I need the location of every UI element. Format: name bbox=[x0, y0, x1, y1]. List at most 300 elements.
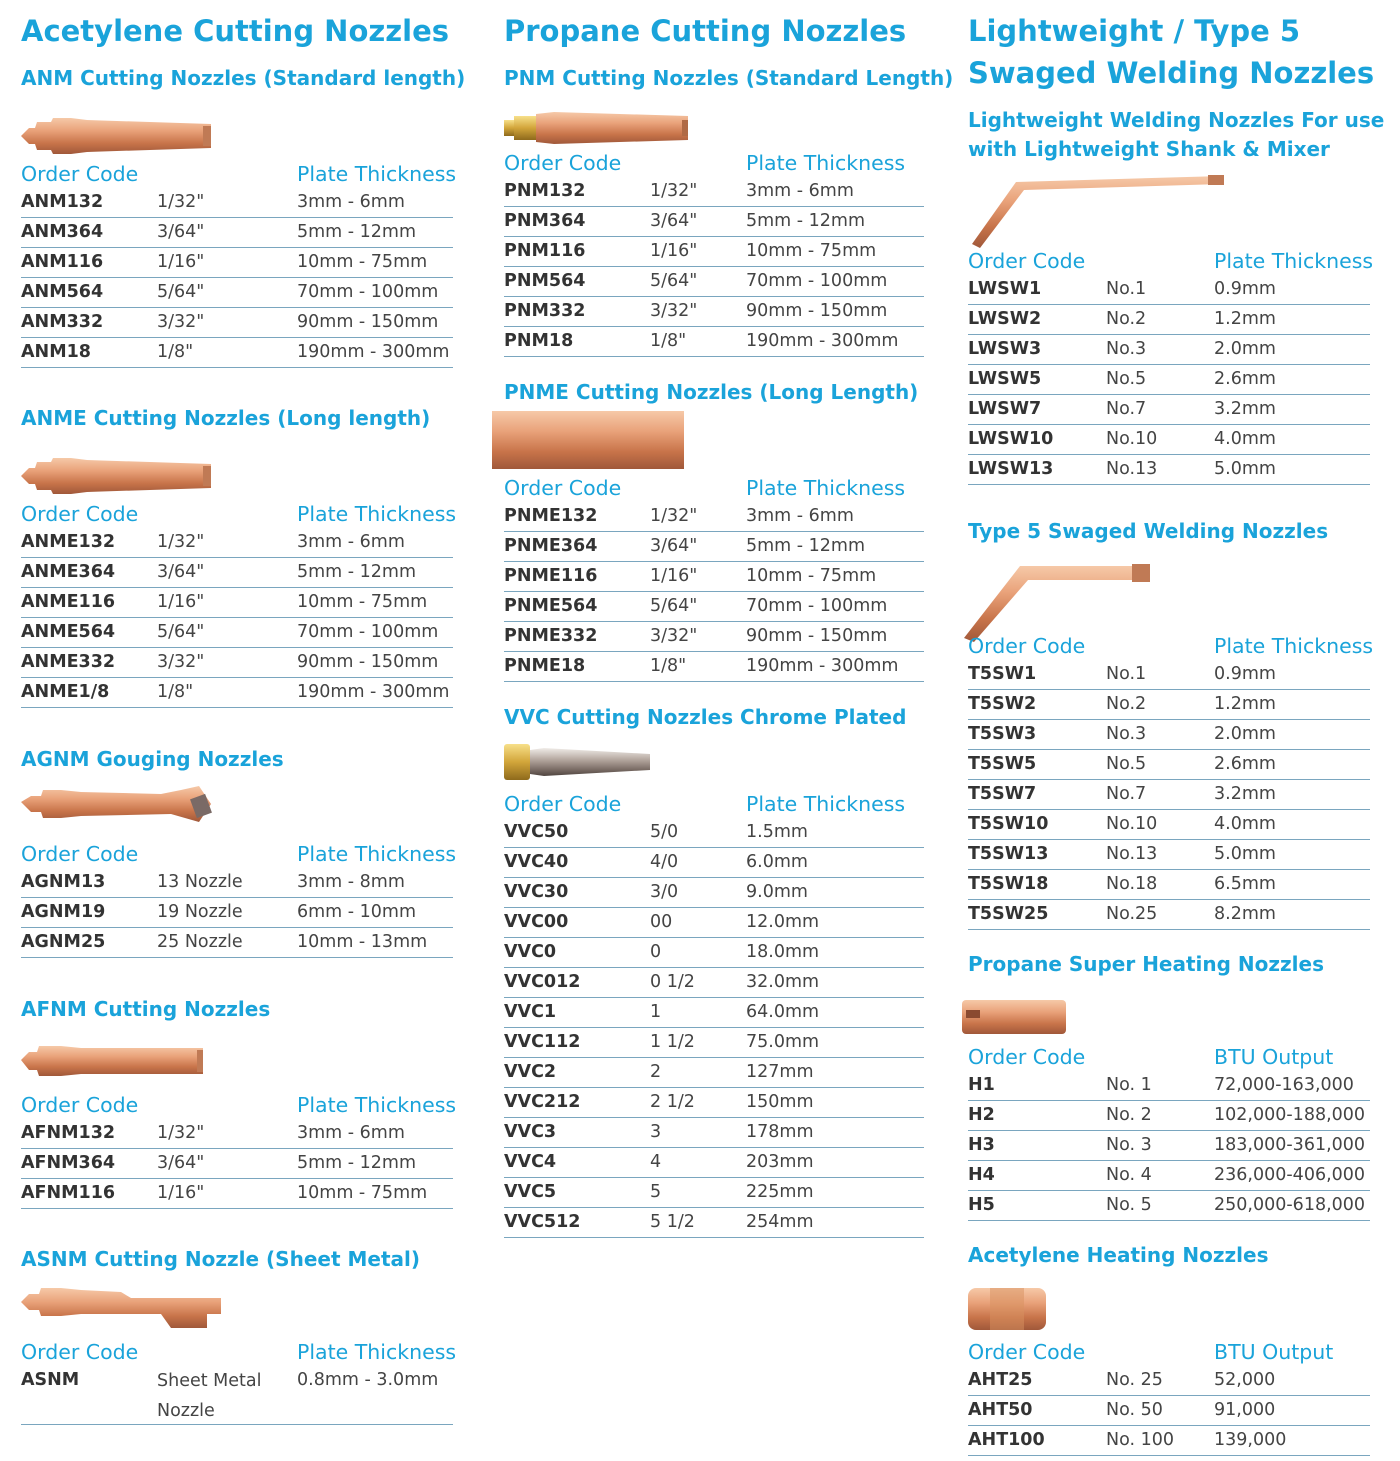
size-cell: No.18 bbox=[1106, 874, 1158, 894]
h-table bbox=[968, 1041, 1370, 1221]
table-row bbox=[504, 908, 924, 938]
size-cell: 3 bbox=[650, 1122, 662, 1142]
header-plate-thickness: Plate Thickness bbox=[297, 842, 457, 866]
table-row bbox=[21, 618, 453, 648]
column-title: Propane Cutting Nozzles bbox=[504, 14, 907, 48]
order-code-cell: VVC00 bbox=[504, 912, 569, 932]
size-cell: 5/64" bbox=[157, 622, 205, 642]
order-code-cell: AGNM25 bbox=[21, 932, 106, 952]
value-cell: 10mm - 75mm bbox=[297, 592, 428, 612]
value-cell: 3.2mm bbox=[1214, 784, 1276, 804]
order-code-cell: AHT100 bbox=[968, 1430, 1045, 1450]
order-code-cell: VVC5 bbox=[504, 1182, 557, 1202]
value-cell: 70mm - 100mm bbox=[297, 622, 439, 642]
value-cell: 10mm - 75mm bbox=[297, 1183, 428, 1203]
value-cell: 3mm - 6mm bbox=[297, 192, 405, 212]
value-cell: 6.5mm bbox=[1214, 874, 1276, 894]
order-code-cell: LWSW3 bbox=[968, 339, 1042, 359]
value-cell: 5mm - 12mm bbox=[297, 1153, 417, 1173]
value-cell: 52,000 bbox=[1214, 1370, 1276, 1390]
table-row bbox=[968, 780, 1370, 810]
header-btu-output: BTU Output bbox=[1214, 1340, 1334, 1364]
value-cell: 139,000 bbox=[1214, 1430, 1287, 1450]
value-cell: 236,000-406,000 bbox=[1214, 1165, 1366, 1185]
value-cell: 102,000-188,000 bbox=[1214, 1105, 1366, 1125]
size-cell: 3/64" bbox=[157, 222, 205, 242]
value-cell: 5mm - 12mm bbox=[746, 211, 866, 231]
table-header bbox=[504, 147, 924, 177]
value-cell: 250,000-618,000 bbox=[1214, 1195, 1366, 1215]
order-code-cell: LWSW13 bbox=[968, 459, 1054, 479]
table-row bbox=[968, 690, 1370, 720]
value-cell: 8.2mm bbox=[1214, 904, 1276, 924]
value-cell: 70mm - 100mm bbox=[746, 271, 888, 291]
table-header bbox=[968, 245, 1374, 275]
value-cell: 183,000-361,000 bbox=[1214, 1135, 1366, 1155]
size-cell: 1/16" bbox=[157, 252, 205, 272]
section-title-t5sw: Type 5 Swaged Welding Nozzles bbox=[968, 519, 1329, 543]
header-order-code: Order Code bbox=[21, 1340, 139, 1364]
header-order-code: Order Code bbox=[21, 162, 139, 186]
order-code-cell: ANM116 bbox=[21, 252, 104, 272]
size-cell: 1/16" bbox=[650, 566, 698, 586]
size-cell: No.3 bbox=[1106, 339, 1147, 359]
table-row bbox=[21, 278, 453, 308]
size-cell: 3/64" bbox=[157, 562, 205, 582]
table-row bbox=[504, 1088, 924, 1118]
anme-nozzle-image bbox=[21, 452, 221, 498]
table-row bbox=[504, 622, 924, 652]
value-cell: 90mm - 150mm bbox=[746, 301, 888, 321]
order-code-cell: VVC512 bbox=[504, 1212, 581, 1232]
header-order-code: Order Code bbox=[504, 151, 622, 175]
table-row bbox=[504, 177, 924, 207]
table-row bbox=[21, 648, 453, 678]
table-row bbox=[21, 338, 453, 368]
table-row bbox=[968, 1426, 1370, 1456]
size-cell: 5 1/2 bbox=[650, 1212, 695, 1232]
header-order-code: Order Code bbox=[21, 1093, 139, 1117]
order-code-cell: T5SW25 bbox=[968, 904, 1049, 924]
anme-table bbox=[21, 498, 457, 708]
value-cell: 190mm - 300mm bbox=[746, 656, 899, 676]
order-code-cell: H5 bbox=[968, 1195, 995, 1215]
value-cell: 32.0mm bbox=[746, 972, 820, 992]
size-cell: 2 1/2 bbox=[650, 1092, 695, 1112]
order-code-cell: ASNM bbox=[21, 1370, 80, 1390]
h-nozzle-image bbox=[962, 996, 1072, 1036]
table-row bbox=[504, 1058, 924, 1088]
table-row bbox=[968, 1161, 1370, 1191]
header-plate-thickness: Plate Thickness bbox=[297, 162, 457, 186]
value-cell: 75.0mm bbox=[746, 1032, 820, 1052]
order-code-cell: ANM564 bbox=[21, 282, 104, 302]
value-cell: 0.9mm bbox=[1214, 664, 1276, 684]
table-header bbox=[21, 1336, 457, 1366]
size-cell: No.3 bbox=[1106, 724, 1147, 744]
size-cell: 1/8" bbox=[157, 342, 194, 362]
size-cell: No.10 bbox=[1106, 814, 1158, 834]
value-cell: 190mm - 300mm bbox=[297, 682, 450, 702]
header-order-code: Order Code bbox=[21, 842, 139, 866]
section-title-vvc: VVC Cutting Nozzles Chrome Plated bbox=[504, 705, 907, 729]
size-cell: No. 25 bbox=[1106, 1370, 1163, 1390]
value-cell: 127mm bbox=[746, 1062, 814, 1082]
size-cell: No.25 bbox=[1106, 904, 1158, 924]
size-cell: 19 Nozzle bbox=[157, 902, 243, 922]
header-order-code: Order Code bbox=[968, 634, 1086, 658]
table-header bbox=[968, 1336, 1370, 1366]
table-row bbox=[968, 305, 1370, 335]
size-cell: No.7 bbox=[1106, 784, 1147, 804]
value-cell: 1.2mm bbox=[1214, 309, 1276, 329]
table-row bbox=[504, 998, 924, 1028]
table-row bbox=[504, 1208, 924, 1238]
value-cell: 6mm - 10mm bbox=[297, 902, 417, 922]
order-code-cell: AGNM13 bbox=[21, 872, 106, 892]
size-cell: 1 1/2 bbox=[650, 1032, 695, 1052]
size-cell: No. 2 bbox=[1106, 1105, 1152, 1125]
table-row bbox=[504, 938, 924, 968]
order-code-cell: VVC112 bbox=[504, 1032, 581, 1052]
header-plate-thickness: Plate Thickness bbox=[297, 502, 457, 526]
order-code-cell: PNM332 bbox=[504, 301, 586, 321]
order-code-cell: H2 bbox=[968, 1105, 995, 1125]
order-code-cell: PNME564 bbox=[504, 596, 598, 616]
size-cell: No.13 bbox=[1106, 459, 1158, 479]
size-cell: 4 bbox=[650, 1152, 662, 1172]
order-code-cell: ANM364 bbox=[21, 222, 104, 242]
order-code-cell: VVC212 bbox=[504, 1092, 581, 1112]
table-row bbox=[504, 237, 924, 267]
lwsw-table bbox=[968, 245, 1374, 485]
pnme-table bbox=[504, 472, 924, 682]
size-cell: 2 bbox=[650, 1062, 662, 1082]
table-row bbox=[968, 425, 1370, 455]
order-code-cell: PNME132 bbox=[504, 506, 598, 526]
size-cell: 1/8" bbox=[650, 656, 687, 676]
table-row bbox=[968, 365, 1370, 395]
t5sw-table bbox=[968, 630, 1374, 930]
table-row bbox=[968, 870, 1370, 900]
size-cell: 4/0 bbox=[650, 852, 679, 872]
order-code-cell: T5SW5 bbox=[968, 754, 1037, 774]
table-row bbox=[21, 898, 453, 928]
section-title-h: Propane Super Heating Nozzles bbox=[968, 952, 1325, 976]
header-order-code: Order Code bbox=[504, 476, 622, 500]
header-order-code: Order Code bbox=[968, 1340, 1086, 1364]
value-cell: 91,000 bbox=[1214, 1400, 1276, 1420]
table-row bbox=[504, 327, 924, 357]
order-code-cell: T5SW18 bbox=[968, 874, 1049, 894]
value-cell: 150mm bbox=[746, 1092, 814, 1112]
size-cell: No. 1 bbox=[1106, 1075, 1152, 1095]
value-cell: 5.0mm bbox=[1214, 459, 1276, 479]
table-row bbox=[968, 660, 1370, 690]
header-plate-thickness: Plate Thickness bbox=[297, 1093, 457, 1117]
value-cell: 64.0mm bbox=[746, 1002, 820, 1022]
table-row bbox=[504, 848, 924, 878]
table-row bbox=[21, 1366, 453, 1425]
order-code-cell: ANME564 bbox=[21, 622, 116, 642]
size-cell: 1 bbox=[650, 1002, 662, 1022]
section-title-pnme: PNME Cutting Nozzles (Long Length) bbox=[504, 380, 919, 404]
size-cell: 1/32" bbox=[157, 1123, 205, 1143]
order-code-cell: AFNM132 bbox=[21, 1123, 116, 1143]
size-cell: 1/16" bbox=[157, 1183, 205, 1203]
order-code-cell: PNM116 bbox=[504, 241, 586, 261]
table-row bbox=[504, 502, 924, 532]
value-cell: 9.0mm bbox=[746, 882, 808, 902]
section-title-asnm: ASNM Cutting Nozzle (Sheet Metal) bbox=[21, 1247, 420, 1271]
size-cell: No. 5 bbox=[1106, 1195, 1152, 1215]
value-cell: 12.0mm bbox=[746, 912, 820, 932]
value-cell: 18.0mm bbox=[746, 942, 820, 962]
order-code-cell: VVC30 bbox=[504, 882, 569, 902]
value-cell: 72,000-163,000 bbox=[1214, 1075, 1354, 1095]
value-cell: 10mm - 75mm bbox=[746, 241, 877, 261]
value-cell: 2.6mm bbox=[1214, 754, 1276, 774]
value-cell: 178mm bbox=[746, 1122, 814, 1142]
table-row bbox=[504, 267, 924, 297]
order-code-cell: AGNM19 bbox=[21, 902, 106, 922]
value-cell: 0.9mm bbox=[1214, 279, 1276, 299]
order-code-cell: VVC3 bbox=[504, 1122, 557, 1142]
value-cell: 1.2mm bbox=[1214, 694, 1276, 714]
table-row bbox=[968, 1396, 1370, 1426]
table-row bbox=[504, 562, 924, 592]
table-row bbox=[21, 1179, 453, 1209]
header-plate-thickness: Plate Thickness bbox=[746, 792, 906, 816]
table-header bbox=[21, 838, 457, 868]
value-cell: 10mm - 13mm bbox=[297, 932, 428, 952]
value-cell: 90mm - 150mm bbox=[746, 626, 888, 646]
order-code-cell: PNM132 bbox=[504, 181, 586, 201]
size-cell: 5 bbox=[650, 1182, 662, 1202]
table-row bbox=[968, 395, 1370, 425]
value-cell: 6.0mm bbox=[746, 852, 808, 872]
size-cell: 3/0 bbox=[650, 882, 679, 902]
size-cell: No.2 bbox=[1106, 694, 1147, 714]
table-row bbox=[504, 592, 924, 622]
order-code-cell: T5SW7 bbox=[968, 784, 1037, 804]
order-code-cell: PNME116 bbox=[504, 566, 598, 586]
table-row bbox=[21, 588, 453, 618]
value-cell: 3mm - 8mm bbox=[297, 872, 405, 892]
value-cell: 2.0mm bbox=[1214, 724, 1276, 744]
agnm-table bbox=[21, 838, 457, 958]
value-cell: 2.6mm bbox=[1214, 369, 1276, 389]
header-plate-thickness: Plate Thickness bbox=[1214, 249, 1374, 273]
size-cell: 3/64" bbox=[650, 536, 698, 556]
afnm-table bbox=[21, 1089, 457, 1209]
table-row bbox=[21, 868, 453, 898]
value-cell: 90mm - 150mm bbox=[297, 312, 439, 332]
value-cell: 5mm - 12mm bbox=[746, 536, 866, 556]
size-cell: 5/64" bbox=[650, 596, 698, 616]
value-cell: 5mm - 12mm bbox=[297, 562, 417, 582]
value-cell: 190mm - 300mm bbox=[746, 331, 899, 351]
table-row bbox=[968, 810, 1370, 840]
order-code-cell: VVC0 bbox=[504, 942, 557, 962]
order-code-cell: T5SW3 bbox=[968, 724, 1037, 744]
size-cell: 13 Nozzle bbox=[157, 872, 243, 892]
order-code-cell: ANME1/8 bbox=[21, 682, 110, 702]
vvc-nozzle-image bbox=[504, 740, 654, 784]
size-cell: 0 bbox=[650, 942, 662, 962]
section-title-afnm: AFNM Cutting Nozzles bbox=[21, 997, 271, 1021]
table-row bbox=[504, 818, 924, 848]
size-cell: 1/32" bbox=[650, 506, 698, 526]
order-code-cell: ANME332 bbox=[21, 652, 116, 672]
size-cell: 3/32" bbox=[650, 301, 698, 321]
section-title-anme: ANME Cutting Nozzles (Long length) bbox=[21, 406, 431, 430]
table-row bbox=[968, 1366, 1370, 1396]
value-cell: 225mm bbox=[746, 1182, 814, 1202]
size-cell: No.5 bbox=[1106, 369, 1147, 389]
pnme-nozzle-image bbox=[492, 411, 684, 469]
value-cell: 1.5mm bbox=[746, 822, 808, 842]
size-cell: 1/16" bbox=[650, 241, 698, 261]
size-cell: No.5 bbox=[1106, 754, 1147, 774]
order-code-cell: PNM364 bbox=[504, 211, 586, 231]
agnm-nozzle-image bbox=[21, 782, 221, 834]
header-btu-output: BTU Output bbox=[1214, 1045, 1334, 1069]
table-row bbox=[968, 1131, 1370, 1161]
size-cell: 1/32" bbox=[157, 532, 205, 552]
value-cell: 3mm - 6mm bbox=[297, 532, 405, 552]
header-plate-thickness: Plate Thickness bbox=[297, 1340, 457, 1364]
anm-nozzle-image bbox=[21, 112, 221, 158]
asnm-table bbox=[21, 1336, 457, 1425]
value-cell: 3mm - 6mm bbox=[746, 181, 854, 201]
table-row bbox=[968, 840, 1370, 870]
size-cell: No. 3 bbox=[1106, 1135, 1152, 1155]
value-cell: 70mm - 100mm bbox=[297, 282, 439, 302]
order-code-cell: AFNM116 bbox=[21, 1183, 116, 1203]
table-row bbox=[968, 1071, 1370, 1101]
value-cell: 5.0mm bbox=[1214, 844, 1276, 864]
value-cell: 70mm - 100mm bbox=[746, 596, 888, 616]
order-code-cell: VVC1 bbox=[504, 1002, 557, 1022]
table-row bbox=[968, 335, 1370, 365]
order-code-cell: LWSW5 bbox=[968, 369, 1042, 389]
value-cell: 4.0mm bbox=[1214, 429, 1276, 449]
size-cell: 00 bbox=[650, 912, 673, 932]
table-row bbox=[21, 558, 453, 588]
size-cell: 3/64" bbox=[157, 1153, 205, 1173]
size-cell: No.13 bbox=[1106, 844, 1158, 864]
order-code-cell: LWSW7 bbox=[968, 399, 1042, 419]
size-cell: 3/32" bbox=[157, 312, 205, 332]
lwsw-nozzle-image bbox=[968, 172, 1228, 248]
size-cell: 3/32" bbox=[157, 652, 205, 672]
size-cell: 0 1/2 bbox=[650, 972, 695, 992]
table-row bbox=[21, 528, 453, 558]
section-title-lwsw-line2: with Lightweight Shank & Mixer bbox=[968, 137, 1330, 161]
size-cell: 1/16" bbox=[157, 592, 205, 612]
value-cell: 90mm - 150mm bbox=[297, 652, 439, 672]
section-title-agnm: AGNM Gouging Nozzles bbox=[21, 747, 284, 771]
pnm-nozzle-image bbox=[504, 108, 694, 148]
section-title-anm: ANM Cutting Nozzles (Standard length) bbox=[21, 66, 466, 90]
order-code-cell: VVC2 bbox=[504, 1062, 557, 1082]
table-row bbox=[21, 308, 453, 338]
anm-table bbox=[21, 158, 457, 368]
table-row bbox=[21, 218, 453, 248]
order-code-cell: T5SW1 bbox=[968, 664, 1037, 684]
header-plate-thickness: Plate Thickness bbox=[746, 476, 906, 500]
size-cell: No. 50 bbox=[1106, 1400, 1163, 1420]
aht-table bbox=[968, 1336, 1370, 1456]
order-code-cell: AHT50 bbox=[968, 1400, 1033, 1420]
size-cell: 25 Nozzle bbox=[157, 932, 243, 952]
order-code-cell: ANME116 bbox=[21, 592, 116, 612]
order-code-cell: H3 bbox=[968, 1135, 995, 1155]
table-header bbox=[21, 158, 457, 188]
asnm-nozzle-image bbox=[21, 1284, 226, 1334]
table-header bbox=[968, 1041, 1370, 1071]
order-code-cell: PNME364 bbox=[504, 536, 598, 556]
order-code-cell: PNM564 bbox=[504, 271, 586, 291]
size-cell: Sheet Metal Nozzle bbox=[157, 1371, 262, 1421]
table-header bbox=[968, 630, 1374, 660]
header-order-code: Order Code bbox=[21, 502, 139, 526]
table-header bbox=[504, 472, 924, 502]
header-order-code: Order Code bbox=[968, 249, 1086, 273]
header-plate-thickness: Plate Thickness bbox=[746, 151, 906, 175]
table-row bbox=[504, 1148, 924, 1178]
table-row bbox=[504, 1118, 924, 1148]
order-code-cell: AHT25 bbox=[968, 1370, 1033, 1390]
order-code-cell: VVC40 bbox=[504, 852, 569, 872]
size-cell: No.1 bbox=[1106, 664, 1147, 684]
table-row bbox=[968, 275, 1370, 305]
size-cell: 3/64" bbox=[650, 211, 698, 231]
table-header bbox=[21, 1089, 457, 1119]
value-cell: 10mm - 75mm bbox=[297, 252, 428, 272]
table-row bbox=[504, 878, 924, 908]
table-row bbox=[968, 1191, 1370, 1221]
table-row bbox=[504, 1178, 924, 1208]
size-cell: No.10 bbox=[1106, 429, 1158, 449]
table-row bbox=[504, 652, 924, 682]
order-code-cell: LWSW10 bbox=[968, 429, 1054, 449]
size-cell: 1/8" bbox=[650, 331, 687, 351]
table-row bbox=[968, 750, 1370, 780]
header-order-code: Order Code bbox=[968, 1045, 1086, 1069]
order-code-cell: ANME132 bbox=[21, 532, 116, 552]
table-header bbox=[21, 498, 457, 528]
order-code-cell: PNME332 bbox=[504, 626, 598, 646]
size-cell: No.2 bbox=[1106, 309, 1147, 329]
vvc-table bbox=[504, 788, 924, 1238]
table-row bbox=[968, 720, 1370, 750]
table-row bbox=[968, 1101, 1370, 1131]
header-plate-thickness: Plate Thickness bbox=[1214, 634, 1374, 658]
section-title-aht: Acetylene Heating Nozzles bbox=[968, 1243, 1269, 1267]
table-row bbox=[504, 968, 924, 998]
table-row bbox=[504, 1028, 924, 1058]
value-cell: 190mm - 300mm bbox=[297, 342, 450, 362]
order-code-cell: VVC50 bbox=[504, 822, 569, 842]
table-row bbox=[504, 207, 924, 237]
value-cell: 203mm bbox=[746, 1152, 814, 1172]
table-row bbox=[504, 297, 924, 327]
column-title: Acetylene Cutting Nozzles bbox=[21, 14, 450, 48]
size-cell: No.7 bbox=[1106, 399, 1147, 419]
size-cell: 3/32" bbox=[650, 626, 698, 646]
